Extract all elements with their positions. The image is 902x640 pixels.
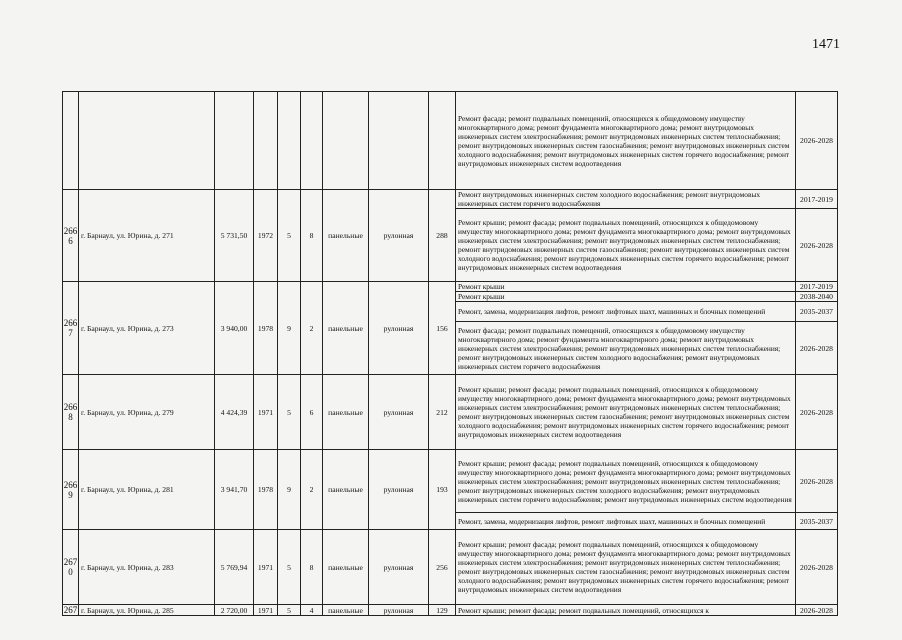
table-row [63, 375, 838, 450]
work-period-cell: 2026-2028 [796, 209, 838, 282]
house-number-cell: 267 0 [63, 530, 79, 605]
table-row [63, 530, 838, 605]
residents-cell: 129 [429, 605, 456, 616]
address-cell: г. Барнаул, ул. Юрина, д. 271 [79, 190, 215, 282]
work-period-cell: 2026-2028 [796, 92, 838, 190]
year-cell: 1978 [254, 282, 278, 375]
area-cell: 4 424,39 [215, 375, 254, 450]
address-cell: г. Барнаул, ул. Юрина, д. 273 [79, 282, 215, 375]
entrances-cell: 2 [301, 282, 323, 375]
floors-cell: 5 [278, 190, 301, 282]
work-period-cell: 2026-2028 [796, 322, 838, 375]
floors-cell: 5 [278, 605, 301, 616]
page-number: 1471 [812, 37, 840, 52]
house-number-cell: 266 8 [63, 375, 79, 450]
wall-material-cell: панельные [323, 605, 369, 616]
entrances-cell [301, 92, 323, 190]
house-number-cell: 267 [63, 605, 78, 615]
residents-cell: 156 [429, 282, 456, 375]
work-description-cell: Ремонт крыши [456, 282, 796, 292]
address-cell [79, 92, 215, 190]
table-row [63, 605, 838, 616]
residents-cell: 193 [429, 450, 456, 530]
table-row [63, 450, 838, 513]
address-cell: г. Барнаул, ул. Юрина, д. 283 [79, 530, 215, 605]
work-description-cell: Ремонт крыши [456, 292, 796, 302]
work-description-cell: Ремонт фасада; ремонт подвальных помещений, относящихся к общедомовому имуществу многоквартирного дома; ремонт фундамента многоквартирного дома; ремонт внутридомовых инженерных систем электроснабжения; ремонт внутридомовых инженерных систем теплоснабжения; ремонт внутридомовых инженерных систем холодного водоснабжения; ремонт внутридомовых инженерных систем горячего водоснабжения [456, 322, 796, 375]
area-cell: 3 940,00 [215, 282, 254, 375]
work-period-cell: 2035-2037 [796, 302, 838, 322]
work-description-cell: Ремонт фасада; ремонт подвальных помещений, относящихся к общедомовому имуществу многоквартирного дома; ремонт фундамента многоквартирного дома; ремонт внутридомовых инженерных систем электроснабжения; ремонт внутридомовых инженерных систем теплоснабжения; ремонт внутридомовых инженерных систем газоснабжения; ремонт внутридомовых инженерных систем холодного водоснабжения; ремонт внутридомовых инженерных систем горячего водоснабжения; ремонт внутридомовых инженерных систем водоотведения [456, 92, 796, 190]
floors-cell [278, 92, 301, 190]
work-description-cell: Ремонт внутридомовых инженерных систем холодного водоснабжения; ремонт внутридомовых инженерных систем горячего водоснабжения [456, 190, 796, 209]
wall-material-cell: панельные [323, 450, 369, 530]
entrances-cell: 2 [301, 450, 323, 530]
year-cell: 1971 [254, 375, 278, 450]
year-cell: 1971 [254, 530, 278, 605]
entrances-cell: 6 [301, 375, 323, 450]
year-cell [254, 92, 278, 190]
entrances-cell: 4 [301, 605, 323, 616]
work-description-cell: Ремонт крыши; ремонт фасада; ремонт подвальных помещений, относящихся к общедомовому имуществу многоквартирного дома; ремонт фундамента многоквартирного дома; ремонт внутридомовых инженерных систем электроснабжения; ремонт внутридомовых инженерных систем теплоснабжения; ремонт внутридомовых инженерных систем газоснабжения; ремонт внутридомовых инженерных систем холодного водоснабжения; ремонт внутридомовых инженерных систем горячего водоснабжения; ремонт внутридомовых инженерных систем водоотведения [456, 375, 796, 450]
capital-repair-table [62, 91, 838, 616]
roof-type-cell: рулонная [369, 190, 429, 282]
work-period-cell: 2038-2040 [796, 292, 838, 302]
year-cell: 1978 [254, 450, 278, 530]
area-cell: 3 941,70 [215, 450, 254, 530]
work-description-cell: Ремонт крыши; ремонт фасада; ремонт подвальных помещений, относящихся к общедомовому имуществу многоквартирного дома; ремонт фундамента многоквартирного дома; ремонт внутридомовых инженерных систем электроснабжения; ремонт внутридомовых инженерных систем теплоснабжения; ремонт внутридомовых инженерных систем холодного водоснабжения; ремонт внутридомовых инженерных систем горячего водоснабжения; ремонт внутридомовых инженерных систем водоотведения [456, 450, 796, 513]
roof-type-cell: рулонная [369, 375, 429, 450]
roof-type-cell: рулонная [369, 605, 429, 616]
residents-cell: 288 [429, 190, 456, 282]
roof-type-cell: рулонная [369, 282, 429, 375]
work-period-cell: 2026-2028 [796, 605, 838, 616]
area-cell: 5 731,50 [215, 190, 254, 282]
house-number-cell [63, 92, 79, 190]
house-number-cell: 266 6 [63, 190, 79, 282]
work-period-cell: 2017-2019 [796, 190, 838, 209]
work-period-cell: 2035-2037 [796, 513, 838, 530]
wall-material-cell: панельные [323, 375, 369, 450]
wall-material-cell: панельные [323, 190, 369, 282]
table-row [63, 92, 838, 190]
house-number-cell: 266 9 [63, 450, 79, 530]
work-period-cell: 2026-2028 [796, 450, 838, 513]
year-cell: 1972 [254, 190, 278, 282]
table-row [63, 282, 838, 292]
entrances-cell: 8 [301, 530, 323, 605]
work-description-cell: Ремонт, замена, модернизация лифтов, ремонт лифтовых шахт, машинных и блочных помещений [456, 302, 796, 322]
residents-cell: 256 [429, 530, 456, 605]
table-row [63, 190, 838, 209]
address-cell: г. Барнаул, ул. Юрина, д. 281 [79, 450, 215, 530]
floors-cell: 5 [278, 530, 301, 605]
wall-material-cell [323, 92, 369, 190]
wall-material-cell: панельные [323, 282, 369, 375]
roof-type-cell: рулонная [369, 530, 429, 605]
floors-cell: 9 [278, 282, 301, 375]
work-description-cell: Ремонт крыши; ремонт фасада; ремонт подвальных помещений, относящихся к общедомовому имуществу многоквартирного дома; ремонт фундамента многоквартирного дома; ремонт внутридомовых инженерных систем электроснабжения; ремонт внутридомовых инженерных систем теплоснабжения; ремонт внутридомовых инженерных систем газоснабжения; ремонт внутридомовых инженерных систем холодного водоснабжения; ремонт внутридомовых инженерных систем горячего водоснабжения; ремонт внутридомовых инженерных систем водоотведения [456, 530, 796, 605]
floors-cell: 9 [278, 450, 301, 530]
area-cell: 5 769,94 [215, 530, 254, 605]
area-cell: 2 720,00 [215, 605, 254, 616]
floors-cell: 5 [278, 375, 301, 450]
year-cell: 1971 [254, 605, 278, 616]
area-cell [215, 92, 254, 190]
wall-material-cell: панельные [323, 530, 369, 605]
work-description-cell: Ремонт, замена, модернизация лифтов, ремонт лифтовых шахт, машинных и блочных помещений [456, 513, 796, 530]
work-period-cell: 2017-2019 [796, 282, 838, 292]
residents-cell: 212 [429, 375, 456, 450]
work-period-cell: 2026-2028 [796, 530, 838, 605]
roof-type-cell: рулонная [369, 450, 429, 530]
address-cell: г. Барнаул, ул. Юрина, д. 279 [79, 375, 215, 450]
work-description-cell: Ремонт крыши; ремонт фасада; ремонт подвальных помещений, относящихся к [456, 605, 796, 616]
entrances-cell: 8 [301, 190, 323, 282]
residents-cell [429, 92, 456, 190]
roof-type-cell [369, 92, 429, 190]
house-number-cell: 266 7 [63, 282, 79, 375]
work-period-cell: 2026-2028 [796, 375, 838, 450]
work-description-cell: Ремонт крыши; ремонт фасада; ремонт подвальных помещений, относящихся к общедомовому имуществу многоквартирного дома; ремонт фундамента многоквартирного дома; ремонт внутридомовых инженерных систем электроснабжения; ремонт внутридомовых инженерных систем теплоснабжения; ремонт внутридомовых инженерных систем газоснабжения; ремонт внутридомовых инженерных систем холодного водоснабжения; ремонт внутридомовых инженерных систем горячего водоснабжения; ремонт внутридомовых инженерных систем водоотведения [456, 209, 796, 282]
address-cell: г. Барнаул, ул. Юрина, д. 285 [79, 605, 215, 616]
